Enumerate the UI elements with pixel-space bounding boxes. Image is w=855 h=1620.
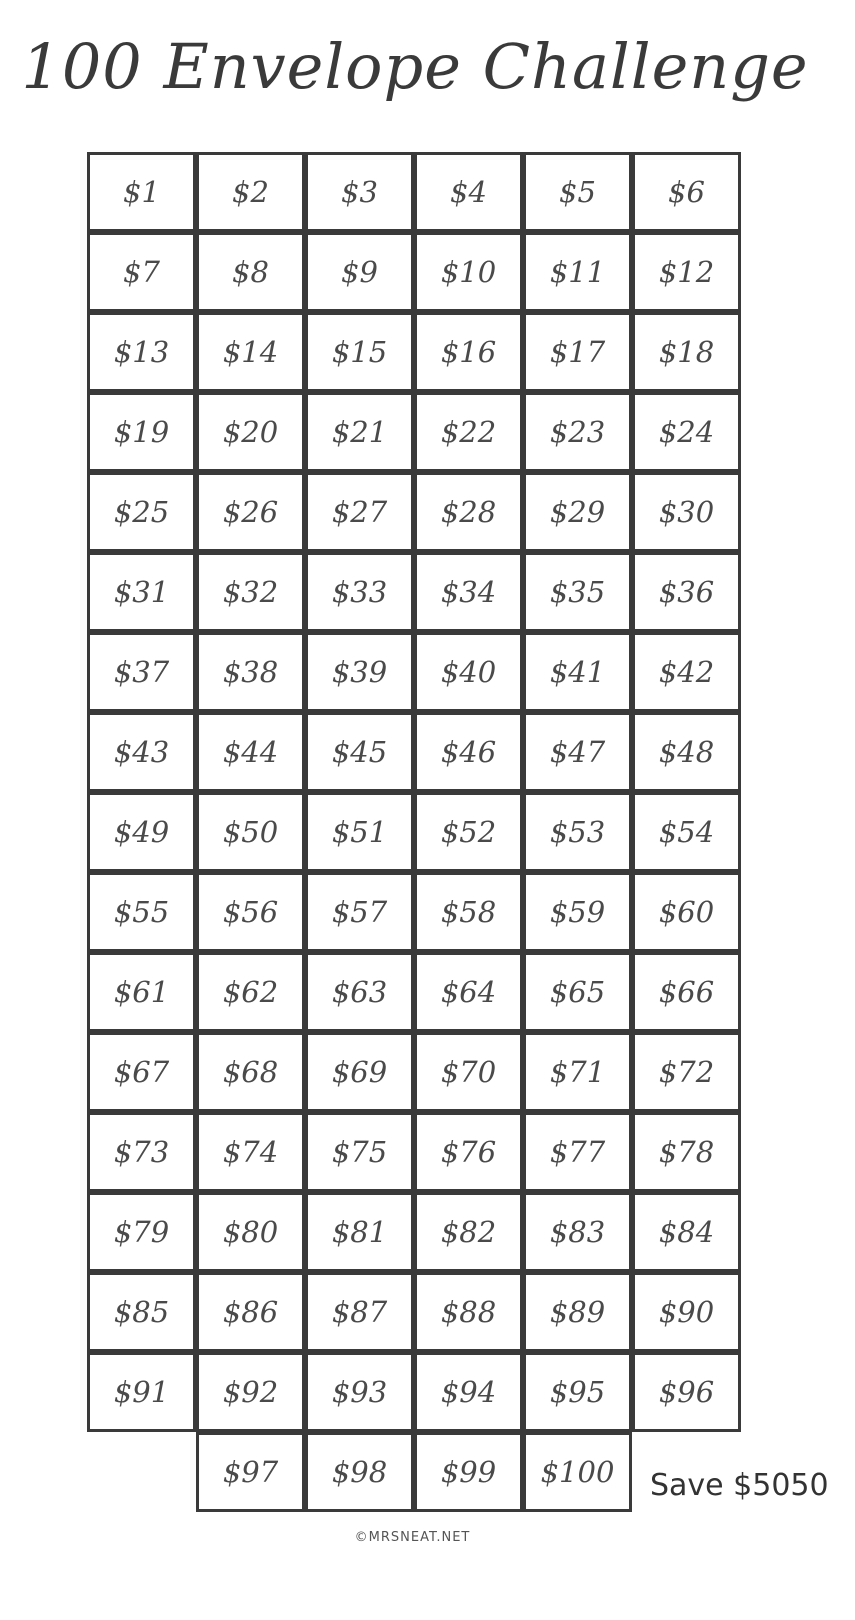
envelope-cell: $34 <box>414 552 523 632</box>
envelope-cell: $58 <box>414 872 523 952</box>
envelope-cell: $19 <box>87 392 196 472</box>
envelope-cell: $41 <box>523 632 632 712</box>
envelope-cell: $18 <box>632 312 741 392</box>
envelope-cell: $49 <box>87 792 196 872</box>
envelope-cell: $81 <box>305 1192 414 1272</box>
envelope-cell: $9 <box>305 232 414 312</box>
envelope-cell: $79 <box>87 1192 196 1272</box>
envelope-cell: $66 <box>632 952 741 1032</box>
envelope-cell: $3 <box>305 152 414 232</box>
envelope-cell: $30 <box>632 472 741 552</box>
envelope-cell: $50 <box>196 792 305 872</box>
envelope-cell: $77 <box>523 1112 632 1192</box>
envelope-cell: $16 <box>414 312 523 392</box>
envelope-cell: $28 <box>414 472 523 552</box>
envelope-cell: $87 <box>305 1272 414 1352</box>
envelope-cell: $53 <box>523 792 632 872</box>
envelope-cell: $67 <box>87 1032 196 1112</box>
envelope-cell: $17 <box>523 312 632 392</box>
envelope-cell: $91 <box>87 1352 196 1432</box>
envelope-cell: $78 <box>632 1112 741 1192</box>
envelope-cell: $21 <box>305 392 414 472</box>
envelope-cell: $84 <box>632 1192 741 1272</box>
envelope-cell: $52 <box>414 792 523 872</box>
envelope-cell: $72 <box>632 1032 741 1112</box>
envelope-cell: $24 <box>632 392 741 472</box>
envelope-cell: $40 <box>414 632 523 712</box>
envelope-cell: $83 <box>523 1192 632 1272</box>
envelope-cell: $70 <box>414 1032 523 1112</box>
envelope-cell: $46 <box>414 712 523 792</box>
envelope-cell: $99 <box>414 1432 523 1512</box>
envelope-cell: $95 <box>523 1352 632 1432</box>
envelope-cell: $51 <box>305 792 414 872</box>
envelope-cell: $68 <box>196 1032 305 1112</box>
envelope-cell: $94 <box>414 1352 523 1432</box>
envelope-cell: $39 <box>305 632 414 712</box>
envelope-cell: $89 <box>523 1272 632 1352</box>
envelope-cell: $26 <box>196 472 305 552</box>
envelope-cell: $4 <box>414 152 523 232</box>
envelope-cell: $96 <box>632 1352 741 1432</box>
envelope-cell: $12 <box>632 232 741 312</box>
envelope-cell: $43 <box>87 712 196 792</box>
envelope-cell: $15 <box>305 312 414 392</box>
envelope-cell: $37 <box>87 632 196 712</box>
envelope-cell: $2 <box>196 152 305 232</box>
envelope-cell: $98 <box>305 1432 414 1512</box>
envelope-cell: $97 <box>196 1432 305 1512</box>
envelope-cell: $80 <box>196 1192 305 1272</box>
envelope-cell: $8 <box>196 232 305 312</box>
envelope-cell: $44 <box>196 712 305 792</box>
envelope-cell: $63 <box>305 952 414 1032</box>
total-savings-label: Save $5050 <box>650 1468 829 1503</box>
envelope-cell: $31 <box>87 552 196 632</box>
envelope-cell: $42 <box>632 632 741 712</box>
envelope-cell: $5 <box>523 152 632 232</box>
envelope-cell: $71 <box>523 1032 632 1112</box>
envelope-cell: $32 <box>196 552 305 632</box>
envelope-cell: $23 <box>523 392 632 472</box>
envelope-cell: $82 <box>414 1192 523 1272</box>
envelope-cell: $36 <box>632 552 741 632</box>
envelope-cell: $74 <box>196 1112 305 1192</box>
envelope-cell: $93 <box>305 1352 414 1432</box>
envelope-cell: $59 <box>523 872 632 952</box>
envelope-cell: $88 <box>414 1272 523 1352</box>
envelope-cell: $6 <box>632 152 741 232</box>
envelope-cell: $73 <box>87 1112 196 1192</box>
envelope-cell: $76 <box>414 1112 523 1192</box>
envelope-cell: $20 <box>196 392 305 472</box>
envelope-cell: $27 <box>305 472 414 552</box>
copyright-credit: ©MRSNEAT.NET <box>354 1530 471 1545</box>
envelope-cell: $92 <box>196 1352 305 1432</box>
envelope-cell: $47 <box>523 712 632 792</box>
envelope-cell: $55 <box>87 872 196 952</box>
envelope-cell: $86 <box>196 1272 305 1352</box>
envelope-cell: $1 <box>87 152 196 232</box>
envelope-cell: $60 <box>632 872 741 952</box>
envelope-cell: $57 <box>305 872 414 952</box>
envelope-cell: $11 <box>523 232 632 312</box>
envelope-cell: $22 <box>414 392 523 472</box>
envelope-cell: $13 <box>87 312 196 392</box>
envelope-cell: $90 <box>632 1272 741 1352</box>
envelope-cell: $69 <box>305 1032 414 1112</box>
envelope-cell: $54 <box>632 792 741 872</box>
envelope-cell: $14 <box>196 312 305 392</box>
envelope-cell: $85 <box>87 1272 196 1352</box>
envelope-cell: $10 <box>414 232 523 312</box>
page-title: 100 Envelope Challenge <box>21 30 809 103</box>
envelope-cell: $62 <box>196 952 305 1032</box>
envelope-cell: $45 <box>305 712 414 792</box>
envelope-cell: $48 <box>632 712 741 792</box>
envelope-cell: $75 <box>305 1112 414 1192</box>
envelope-cell: $65 <box>523 952 632 1032</box>
envelope-cell: $100 <box>523 1432 632 1512</box>
envelope-cell: $25 <box>87 472 196 552</box>
envelope-cell: $7 <box>87 232 196 312</box>
envelope-cell: $56 <box>196 872 305 952</box>
envelope-cell: $33 <box>305 552 414 632</box>
envelope-cell: $64 <box>414 952 523 1032</box>
envelope-cell: $29 <box>523 472 632 552</box>
envelope-grid <box>87 152 741 1516</box>
envelope-cell: $61 <box>87 952 196 1032</box>
envelope-cell: $38 <box>196 632 305 712</box>
envelope-cell: $35 <box>523 552 632 632</box>
